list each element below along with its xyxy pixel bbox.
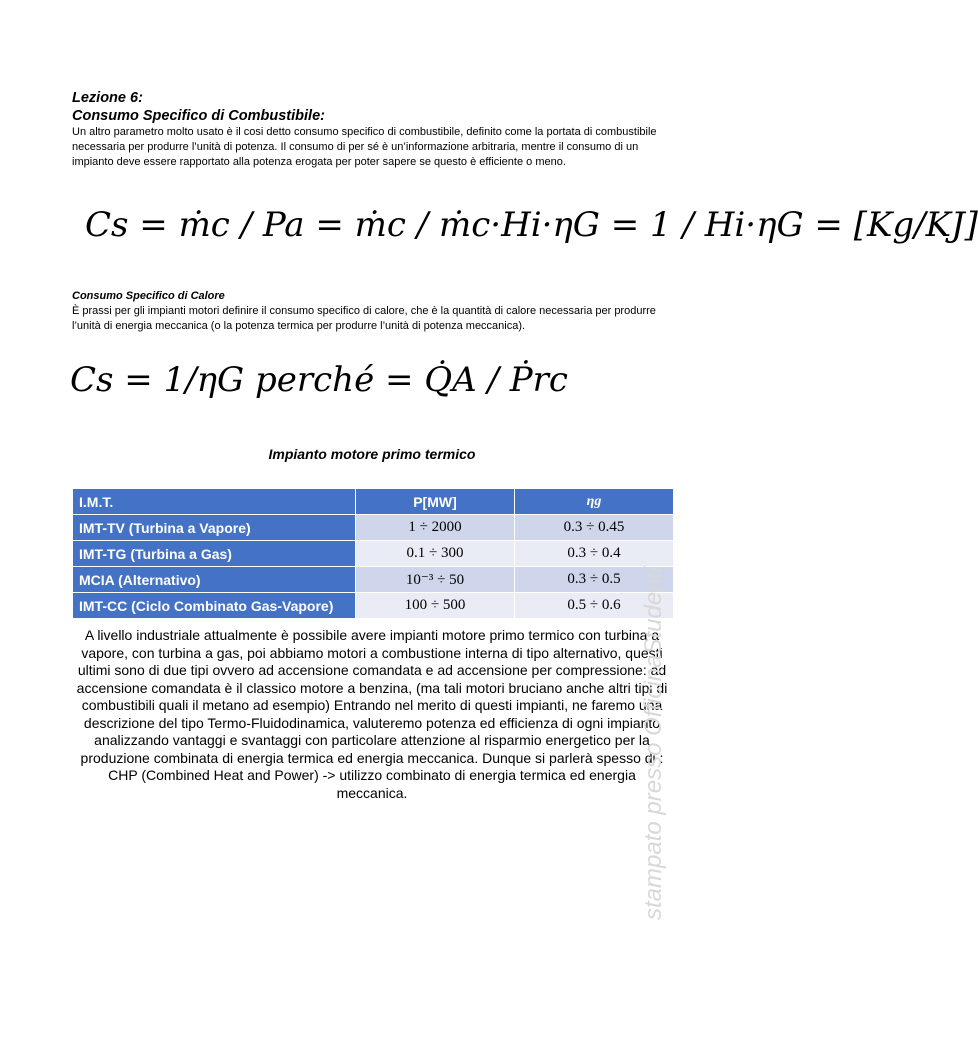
cell-type: MCIA (Alternativo) bbox=[73, 567, 356, 593]
cell-type: IMT-TV (Turbina a Vapore) bbox=[73, 515, 356, 541]
handwritten-formula-fuel: Cs = ṁc / Pa = ṁc / ṁc·Hi·ηG = 1 / Hi·ηG = [Kg/KJ] bbox=[85, 205, 978, 245]
paragraph-fuel: Un altro parametro molto usato è il cosi detto consumo specifico di combustibile, definito come la portata di combustibile necessaria per produrre l’unità di potenza. Il consumo di per sé è un’informazione arbitraria, mentre il consumo di un impianto deve essere rapportato alla potenza erogata per poter sapere se questo è efficiente o meno. bbox=[72, 126, 657, 168]
cell-efficiency: 0.3 ÷ 0.5 bbox=[515, 567, 674, 593]
cell-power: 10⁻³ ÷ 50 bbox=[356, 567, 515, 593]
header-imt: I.M.T. bbox=[73, 489, 356, 515]
cell-power: 0.1 ÷ 300 bbox=[356, 541, 515, 567]
section-title-fuel: Consumo Specifico di Combustibile: bbox=[72, 108, 325, 124]
header-power: P[MW] bbox=[356, 489, 515, 515]
table-header-row bbox=[73, 489, 674, 515]
table-row bbox=[73, 567, 674, 593]
table-row bbox=[73, 515, 674, 541]
cell-efficiency: 0.3 ÷ 0.4 bbox=[515, 541, 674, 567]
cell-efficiency: 0.3 ÷ 0.45 bbox=[515, 515, 674, 541]
table-title: Impianto motore primo termico bbox=[268, 446, 476, 462]
table-row bbox=[73, 593, 674, 619]
lesson-heading: Lezione 6: bbox=[72, 90, 143, 106]
cell-type: IMT-CC (Ciclo Combinato Gas-Vapore) bbox=[73, 593, 356, 619]
cell-type: IMT-TG (Turbina a Gas) bbox=[73, 541, 356, 567]
body-paragraph: A livello industriale attualmente è possibile avere impianti motore primo termico con turbina a vapore, con turbina a gas, poi abbiamo motori a combustione interna di tipo alternativo, questi ultimi sono di due tipi ovvero ad accensione comandata e ad accensione per compressione: ad accensione comandata è il classico motore a benzina, (ma tali motori bruciano anche altri tipi di combustibili quali il metano ad esempio) Entrando nel merito di questi impianti, ne faremo una descrizione del tipo Termo-Fluidodinamica, valuteremo potenza ed efficienza di ogni impianto analizzando vantaggi e svantaggi con particolare attenzione al risparmio energetico per la produzione combinata di energia termica ed energia meccanica. Dunque si parlerà spesso di : CHP (Combined Heat and Power) -> utilizzo combinato di energia termica ed energia meccanica. bbox=[76, 627, 668, 801]
cell-power: 1 ÷ 2000 bbox=[356, 515, 515, 541]
table-row bbox=[73, 541, 674, 567]
header-efficiency: ηg bbox=[515, 489, 674, 515]
section-title-heat: Consumo Specifico di Calore bbox=[72, 290, 225, 302]
watermark: stampato presso OfficinaStudenti bbox=[640, 566, 667, 920]
imt-table bbox=[72, 488, 674, 619]
cell-power: 100 ÷ 500 bbox=[356, 593, 515, 619]
paragraph-heat: È prassi per gli impianti motori definire il consumo specifico di calore, che è la quantità di calore necessaria per produrre l’unità di energia meccanica (o la potenza termica per produrre l’unità di potenza meccanica). bbox=[72, 305, 656, 332]
cell-efficiency: 0.5 ÷ 0.6 bbox=[515, 593, 674, 619]
handwritten-formula-heat: Cs = 1/ηG perché = Q̇A / Ṗrc bbox=[70, 360, 568, 400]
